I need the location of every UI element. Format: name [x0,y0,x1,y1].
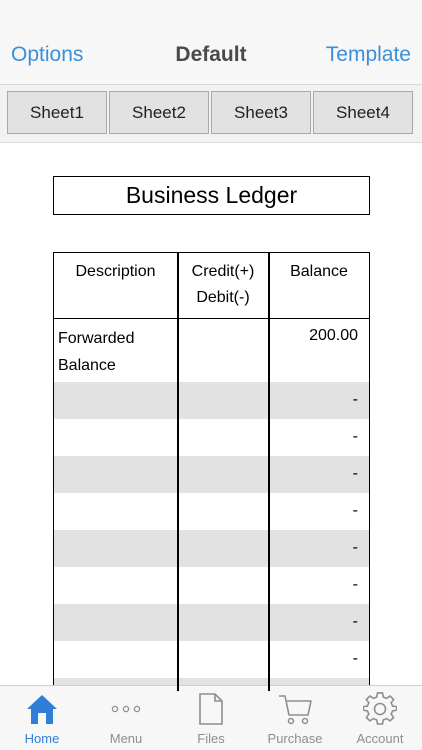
balance-cell[interactable]: - [352,428,358,445]
column-divider [177,253,179,691]
tab-home[interactable] [0,686,84,750]
table-row[interactable] [54,530,369,567]
page-title: Default [175,43,247,66]
header-balance: Balance [290,263,348,280]
table-row[interactable] [54,641,369,678]
gear-icon [360,692,400,726]
table-row[interactable] [54,382,369,419]
tab-label: Purchase [267,731,323,746]
options-button[interactable]: Options [11,43,84,66]
balance-cell[interactable]: - [352,576,358,593]
sheet-tab-bar [0,85,422,143]
tab-label: Menu [109,731,143,746]
balance-cell[interactable]: - [352,613,358,630]
tab-menu[interactable] [84,686,168,750]
header-credit-debit [178,253,268,319]
table-row[interactable] [54,456,369,493]
description-line: Forwarded [58,330,135,347]
tab-purchase[interactable] [253,686,337,750]
balance-cell[interactable]: - [352,465,358,482]
tab-label: Files [197,731,225,746]
cart-icon [275,692,315,726]
description-line: Balance [58,357,116,374]
table-header-row [54,253,369,319]
balance-cell[interactable]: - [352,650,358,667]
tab-label: Account [356,731,404,746]
description-cell[interactable] [58,325,178,379]
balance-cell[interactable]: - [352,539,358,556]
balance-cell[interactable]: - [352,391,358,408]
tab-files[interactable] [169,686,253,750]
header-description: Description [75,263,156,280]
more-dots-icon [106,692,146,726]
sheet-tab-4[interactable]: Sheet4 [313,91,413,134]
table-row[interactable] [54,419,369,456]
bottom-tab-bar [0,685,422,750]
home-icon [22,692,62,726]
balance-cell[interactable]: - [352,502,358,519]
ledger-table [53,252,370,692]
table-row[interactable] [54,493,369,530]
tab-label: Home [24,731,60,746]
balance-cell[interactable]: 200.00 [309,327,358,344]
header-debit-label: Debit(-) [196,289,250,306]
sheet-tab-1[interactable]: Sheet1 [7,91,107,134]
ledger-title[interactable]: Business Ledger [53,176,370,215]
sheet-tab-3[interactable]: Sheet3 [211,91,311,134]
table-row[interactable] [54,604,369,641]
tab-account[interactable] [338,686,422,750]
table-row[interactable] [54,319,369,382]
navigation-bar [0,0,422,85]
sheet-tab-2[interactable]: Sheet2 [109,91,209,134]
template-button[interactable]: Template [325,43,411,66]
table-row[interactable] [54,567,369,604]
file-icon [191,692,231,726]
column-divider [268,253,270,691]
header-credit-label: Credit(+) [191,263,255,280]
